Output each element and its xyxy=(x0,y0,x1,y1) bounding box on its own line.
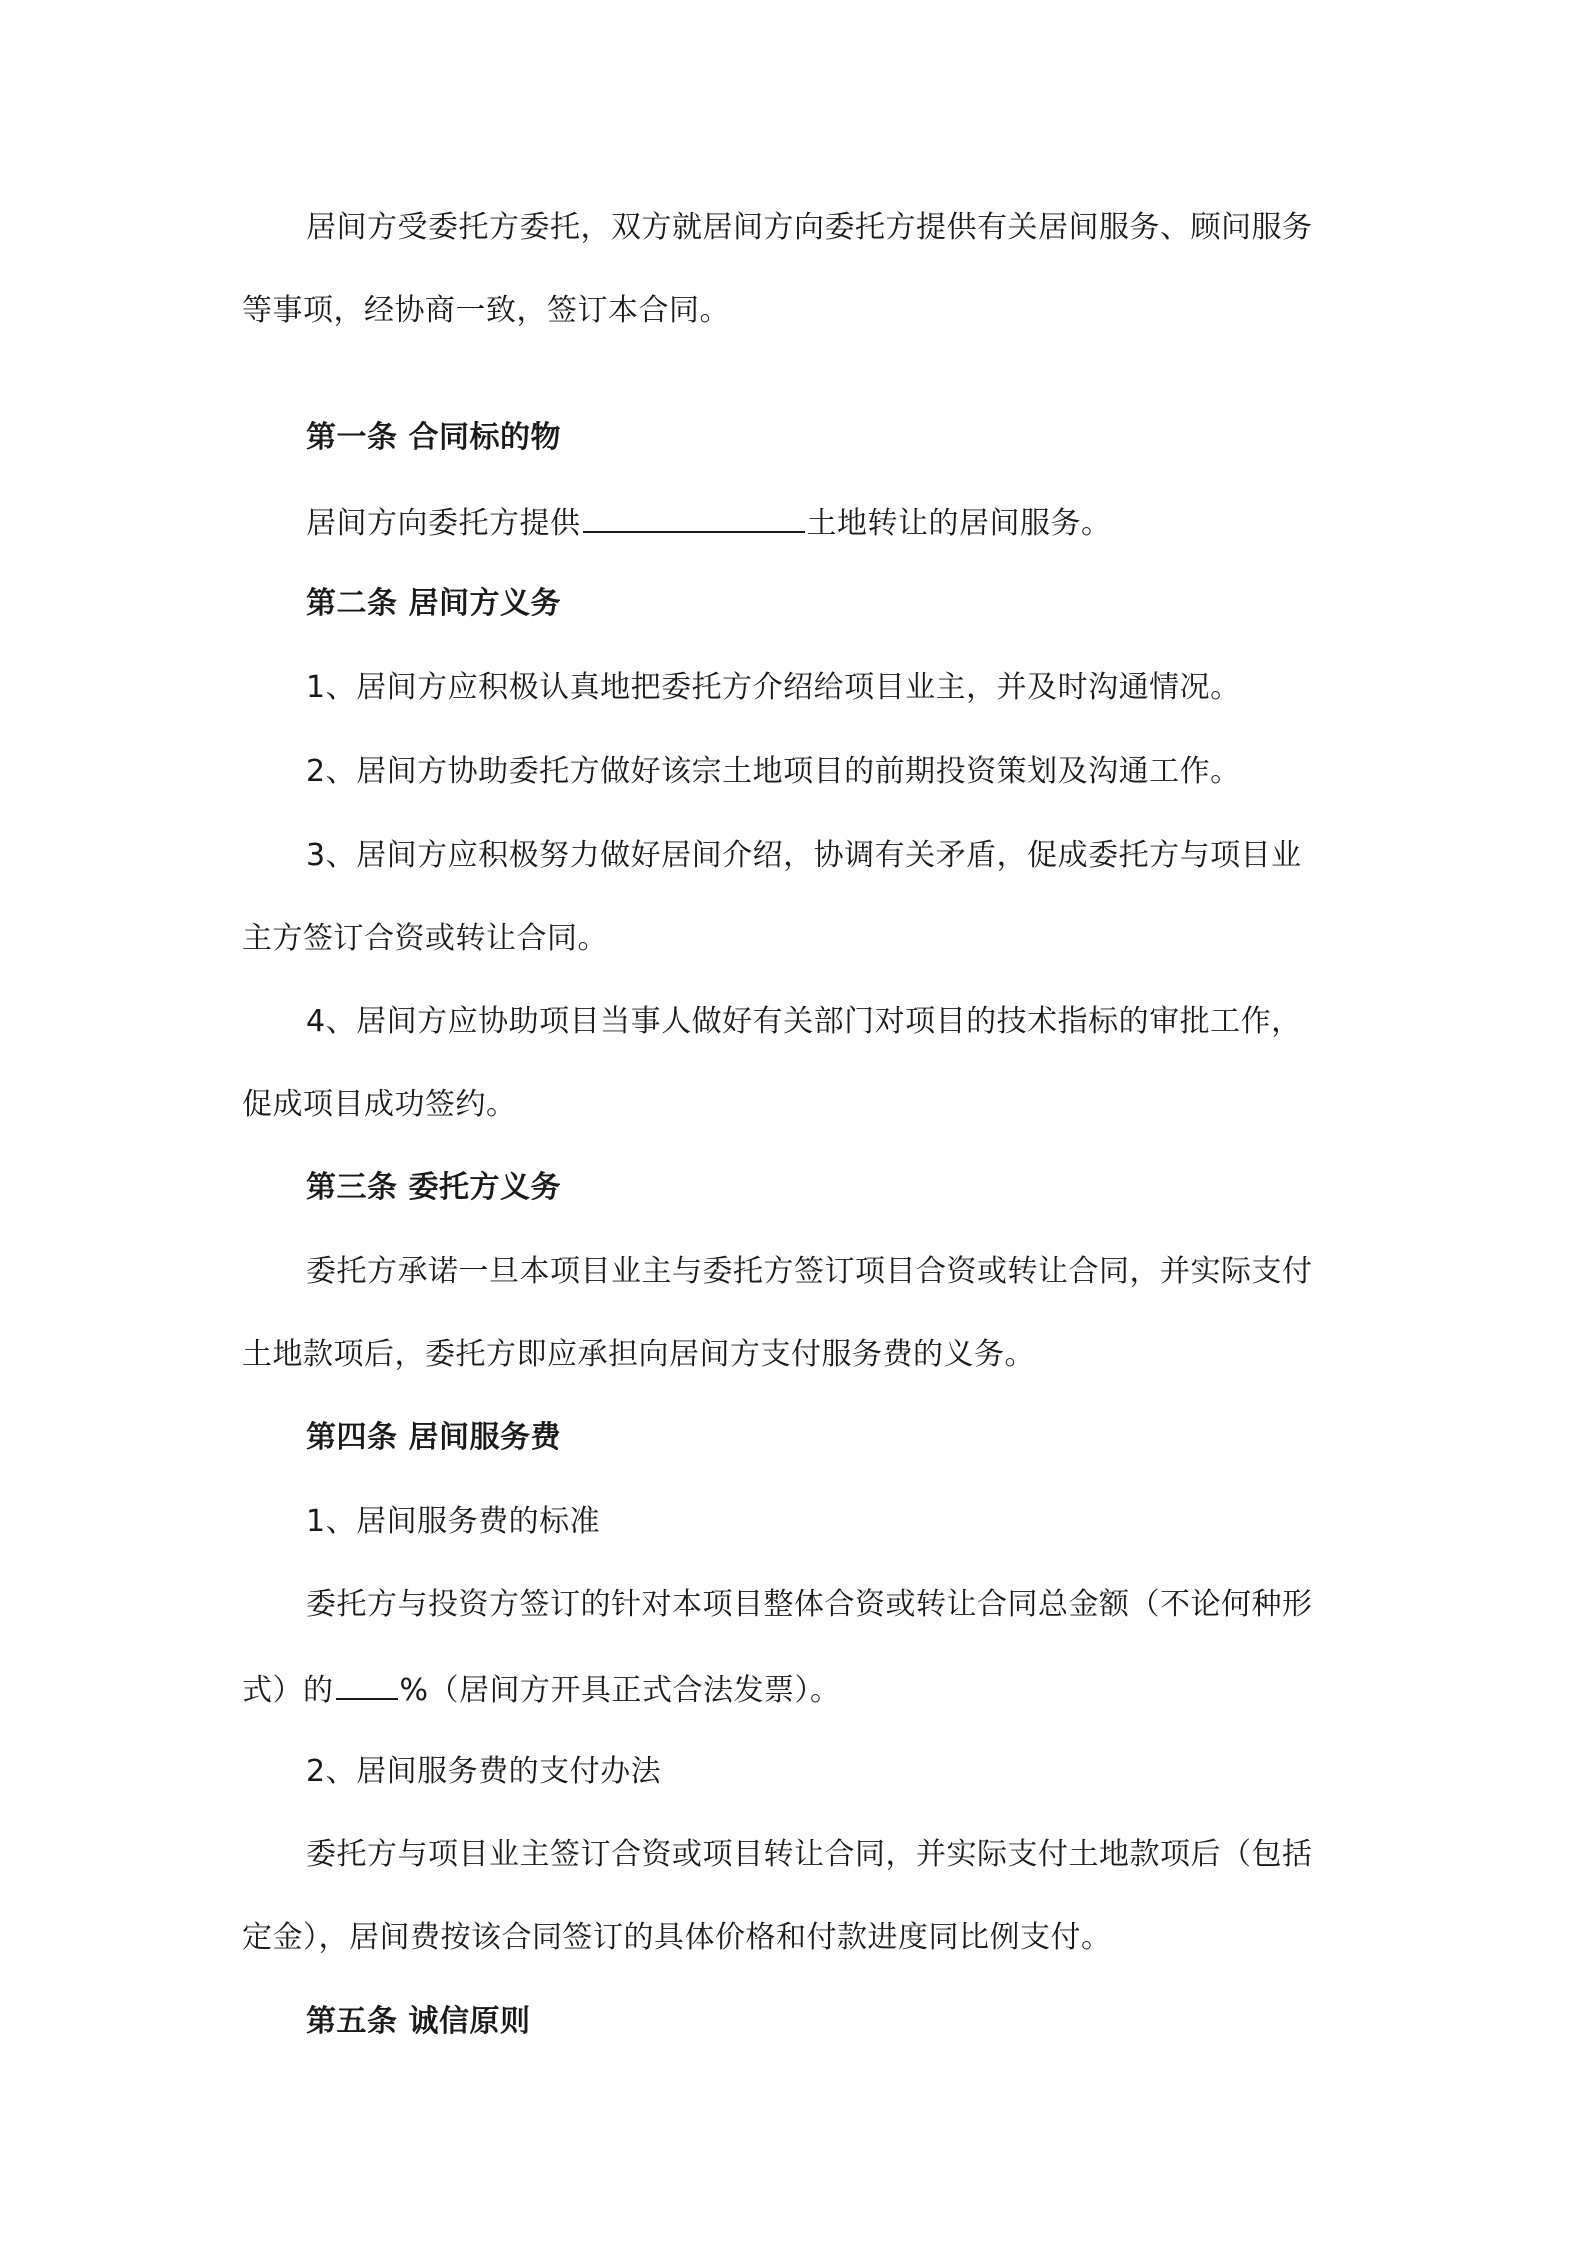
article-4-sub-2: 2、居间服务费的支付办法 xyxy=(306,1754,662,1789)
percentage-blank-field[interactable] xyxy=(336,1668,398,1700)
article-4-payment-line-2: 定金），居间费按该合同签订的具体价格和付款进度同比例支付。 xyxy=(242,1920,1112,1955)
article-3-line-1: 委托方承诺一旦本项目业主与委托方签订项目合资或转让合同，并实际支付 xyxy=(306,1254,1313,1289)
article-2-item-4-line-1: 4、居间方应协助项目当事人做好有关部门对项目的技术指标的审批工作， xyxy=(306,1004,1302,1039)
article-1-heading: 第一条 合同标的物 xyxy=(306,420,561,455)
article-2-item-3-line-1: 3、居间方应积极努力做好居间介绍，协调有关矛盾，促成委托方与项目业 xyxy=(306,838,1302,873)
article-3-heading: 第三条 委托方义务 xyxy=(306,1170,561,1205)
article-4-standard-line-2 xyxy=(242,1668,841,1711)
article-1-text xyxy=(306,501,1112,544)
article-3-line-2: 土地款项后，委托方即应承担向居间方支付服务费的义务。 xyxy=(242,1337,1035,1372)
article-4-standard-line-1: 委托方与投资方签订的针对本项目整体合资或转让合同总金额（不论何种形 xyxy=(306,1587,1313,1622)
article-4-heading: 第四条 居间服务费 xyxy=(306,1420,561,1455)
article-4-payment-line-1: 委托方与项目业主签订合资或项目转让合同，并实际支付土地款项后（包括 xyxy=(306,1837,1313,1872)
article-2-item-2: 2、居间方协助委托方做好该宗土地项目的前期投资策划及沟通工作。 xyxy=(306,754,1241,789)
article-2-item-3-line-2: 主方签订合资或转让合同。 xyxy=(242,921,608,956)
intro-line-2: 等事项，经协商一致，签订本合同。 xyxy=(242,293,730,328)
article-2-item-4-line-2: 促成项目成功签约。 xyxy=(242,1087,517,1122)
standard-text-before: 式）的 xyxy=(242,1673,334,1708)
intro-line-1: 居间方受委托方委托，双方就居间方向委托方提供有关居间服务、顾问服务 xyxy=(306,210,1313,245)
article-2-heading: 第二条 居间方义务 xyxy=(306,586,561,621)
article-2-item-1: 1、居间方应积极认真地把委托方介绍给项目业主，并及时沟通情况。 xyxy=(306,670,1241,705)
article-1-text-before: 居间方向委托方提供 xyxy=(306,506,581,541)
article-5-heading: 第五条 诚信原则 xyxy=(306,2004,531,2039)
article-4-sub-1: 1、居间服务费的标准 xyxy=(306,1504,601,1539)
standard-text-after: %（居间方开具正式合法发票）。 xyxy=(399,1673,841,1708)
subject-blank-field[interactable] xyxy=(583,501,805,533)
article-1-text-after: 土地转让的居间服务。 xyxy=(806,506,1112,541)
